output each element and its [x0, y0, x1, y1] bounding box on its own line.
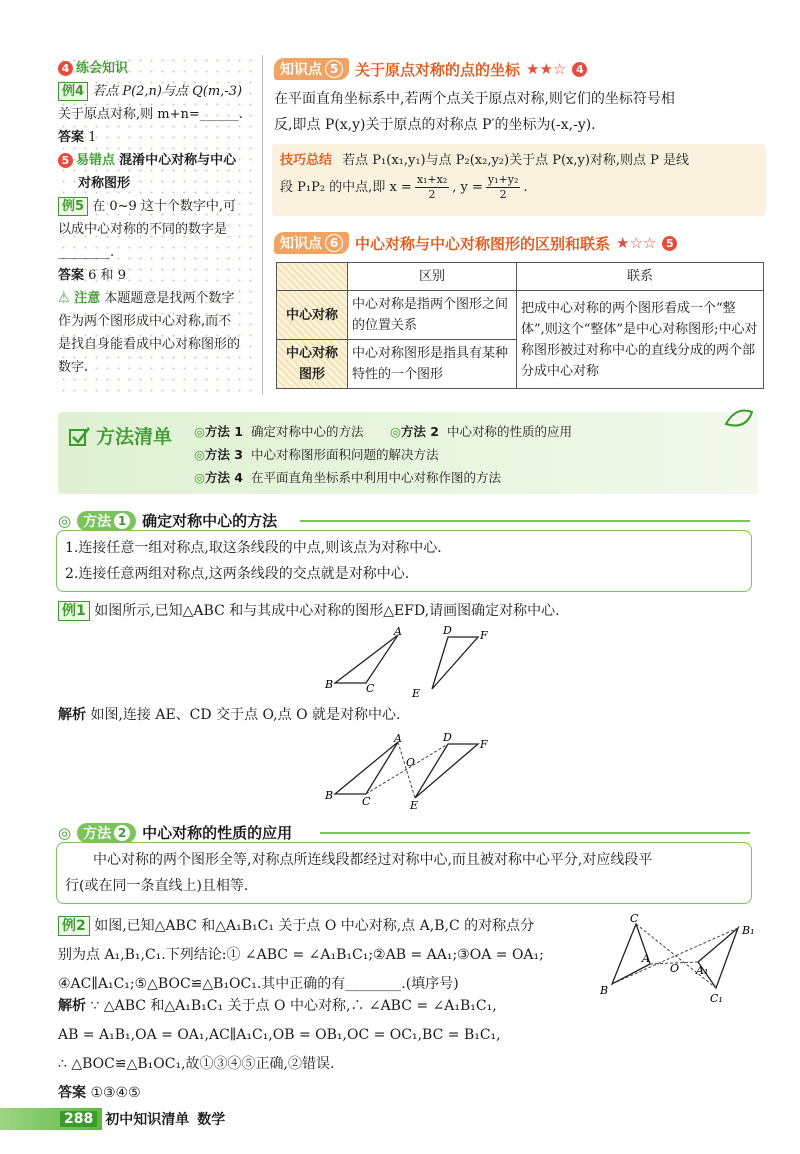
example-blank: ________.: [58, 245, 115, 260]
comparison-table: [276, 262, 764, 389]
svg-text:E: E: [410, 799, 419, 812]
table-header-link: 联系: [517, 263, 764, 291]
svg-text:A: A: [394, 732, 402, 745]
answer-value: 6 和 9: [88, 268, 126, 283]
row-link: 把成中心对称的两个图形看成一个“整体”,则这个“整体”是中心对称图形;中心对称图形被过对称中心的直线分成的两个部分成中心对称: [517, 291, 764, 389]
row-label: 中心对称: [277, 291, 348, 340]
example-text: 若点 P(2,n)与点 Q(m,-3): [92, 84, 243, 99]
method-2-heading: ◎ 方法 2 中心对称的性质的应用: [58, 823, 293, 842]
kp5-heading: [274, 58, 590, 80]
section-number-badge: 5: [58, 153, 73, 168]
method-1-line: 1.连接任意一组对称点,取这条线段的中点,则该点为对称中心.: [65, 540, 442, 556]
svg-text:O: O: [670, 962, 680, 975]
section-heading-mistake: [58, 149, 253, 172]
svg-text:D: D: [443, 732, 452, 744]
answer-label: 答案: [58, 130, 85, 145]
point-label-a: A: [394, 625, 402, 638]
page-number: 288: [60, 1111, 97, 1127]
note-line: 本题题意是找两个数字: [104, 291, 235, 306]
svg-text:B₁: B₁: [742, 924, 755, 937]
section-heading-practice: [58, 57, 253, 80]
example-text: 如图所示,已知△ABC 和与其成中心对称的图形△EFD,请画图确定对称中心.: [94, 603, 560, 619]
example-tag: 例4: [58, 82, 88, 101]
answer-value: 1: [88, 130, 97, 145]
method-1-line: 2.连接任意两组对称点,这两条线段的交点就是对称中心.: [65, 566, 410, 582]
fraction-x: $\frac{\text{x₁+x₂}}{2}$: [416, 173, 448, 201]
example-text-cont: 以成中心对称的不同的数字是: [58, 222, 228, 237]
point-label-f: F: [480, 629, 488, 642]
example-4: [58, 80, 253, 103]
triangle-efd: [432, 637, 478, 689]
point-label-e: E: [412, 687, 421, 700]
tip-box: [272, 144, 766, 216]
column-divider: [262, 55, 263, 395]
svg-text:A₁: A₁: [696, 964, 709, 977]
point-label-o: O: [406, 756, 416, 769]
left-column: [58, 55, 253, 395]
example-text: 在 0~9 这十个数字中,可: [92, 199, 237, 214]
svg-text:B: B: [325, 789, 334, 802]
tip-label: 技巧总结: [280, 153, 333, 168]
answer-5: [58, 264, 253, 287]
leaf-icon: [718, 404, 758, 438]
table-corner: [277, 263, 348, 291]
solution-label: 解析: [58, 998, 86, 1014]
method-1-heading: ◎ 方法 1 确定对称中心的方法: [58, 511, 278, 530]
kp-badge: 4: [572, 62, 587, 77]
tip-line-2: 段 P₁P₂ 的中点,即 x = $\frac{\text{x₁+x₂}}{2}$ , y = $\frac{\text{y₁+y₂}}{2}$ .: [280, 173, 528, 201]
section-title-c: 对称图形: [78, 176, 131, 191]
method-2-box: [56, 842, 752, 904]
method-item-1: ◎方法 1 确定对称中心的方法: [194, 424, 364, 439]
example-2: 例2 如图,已知△ABC 和△A₁B₁C₁ 关于点 O 中心对称,点 A,B,C 的对称点分 别为点 A₁,B₁,C₁.下列结论:① ∠ABC = ∠A₁B₁C₁;②AB = AA₁;③OA = OA₁; ④AC∥A₁C₁;⑤△BOC≌△B₁OC₁.其中正确的有________.(填序号): [58, 918, 544, 992]
table-header-row: [277, 263, 764, 291]
svg-text:C₁: C₁: [710, 992, 723, 1005]
row-diff: 中心对称图形是指具有某种特性的一个图形: [348, 340, 517, 389]
note-line: 作为两个图形成中心对称,而不: [58, 314, 232, 329]
kp6-heading: [274, 232, 680, 254]
point-label-b: B: [325, 678, 334, 691]
tip-line-1: 技巧总结 若点 P₁(x₁,y₁)与点 P₂(x₂,y₂)关于点 P(x,y)对称,则点 P 是线: [280, 153, 690, 168]
heading-rule: [320, 832, 750, 834]
fraction-y: $\frac{\text{y₁+y₂}}{2}$: [487, 173, 519, 201]
kp-pill: 知识点 6: [274, 232, 349, 254]
section-number-badge: 4: [58, 61, 73, 76]
method-pill: 方法 1: [77, 511, 136, 531]
example-2-solution: 解析 ∵ △ABC 和△A₁B₁C₁ 关于点 O 中心对称,∴ ∠ABC = ∠A₁B₁C₁, AB = A₁B₁,OA = OA₁,AC∥A₁C₁,OB = OB₁,OC = OC₁,BC = B₁C₁, ∴ △BOC≌△B₁OC₁,故①③④⑤正确,②错误. 答案 ①③④⑤: [58, 998, 501, 1101]
note-label: ⚠ 注意: [58, 291, 101, 306]
subject: 数学: [197, 1112, 226, 1128]
point-label-c: C: [366, 682, 375, 695]
answer-label: 答案: [58, 268, 85, 283]
svg-text:B: B: [600, 984, 609, 997]
method-list-title: 方法清单: [68, 422, 172, 449]
kp-badge: 5: [662, 236, 677, 251]
difficulty-stars: ★★☆: [526, 60, 567, 78]
section-title: 练会知识: [76, 61, 129, 76]
method-list-banner: [58, 412, 758, 494]
figure-triangles: [320, 625, 500, 700]
kp-pill: 知识点 5: [274, 58, 349, 80]
svg-text:F: F: [480, 738, 488, 751]
table-row: [277, 291, 764, 340]
method-item-2: ◎方法 2 中心对称的性质的应用: [390, 424, 572, 439]
svg-text:A: A: [642, 952, 650, 965]
table-header-diff: 区别: [348, 263, 517, 291]
example-1-solution: [58, 702, 400, 728]
example-1: [58, 598, 560, 624]
difficulty-stars: ★☆☆: [616, 234, 657, 252]
note: [58, 287, 253, 310]
method-2-line: 中心对称的两个图形全等,对称点所连线段都经过对称中心,而且被对称中心平分,对应线段平: [93, 852, 653, 868]
triangle-abc: [335, 635, 398, 683]
method-item-4: ◎方法 4 在平面直角坐标系中利用中心对称作图的方法: [194, 470, 501, 485]
kp5-line: 反,即点 P(x,y)关于原点的对称点 P′的坐标为(-x,-y).: [274, 117, 596, 133]
example-tag: 例1: [58, 601, 90, 621]
method-title: 中心对称的性质的应用: [142, 824, 293, 842]
figure-symmetric-triangles: [598, 910, 763, 1020]
heading-rule: [300, 520, 750, 522]
kp-title: 中心对称与中心对称图形的区别和联系: [355, 234, 611, 253]
solution-text: 如图,连接 AE、CD 交于点 O,点 O 就是对称中心.: [90, 707, 401, 723]
note-line: 是找自身能看成中心对称图形的: [58, 337, 241, 352]
figure-center-construction: [320, 732, 500, 812]
point-label-d: D: [443, 625, 452, 637]
answer-4: [58, 126, 253, 149]
kp5-body: [274, 86, 764, 138]
method-pill: 方法 2: [77, 823, 136, 843]
solution-label: 解析: [58, 707, 86, 723]
answer-label: 答案: [58, 1085, 86, 1101]
method-item-3: ◎方法 3 中心对称图形面积问题的解决方法: [194, 447, 439, 462]
answer-value: ①③④⑤: [90, 1085, 141, 1101]
svg-text:C: C: [362, 795, 371, 808]
method-2-line: 行(或在同一条直线上)且相等.: [65, 878, 249, 894]
section-title-a: 易错点: [76, 153, 116, 168]
example-text-cont: 关于原点对称,则 m+n=______.: [58, 107, 243, 122]
method-1-box: [56, 530, 752, 592]
kp5-line: 在平面直角坐标系中,若两个点关于原点对称,则它们的坐标符号相: [274, 91, 675, 107]
svg-text:C: C: [630, 912, 639, 925]
checkbox-icon: [68, 425, 90, 447]
note-line: 数字.: [58, 360, 89, 375]
kp-title: 关于原点对称的点的坐标: [355, 60, 521, 79]
example-5: [58, 195, 253, 218]
example-tag: 例2: [58, 916, 90, 936]
footer: [60, 1109, 225, 1129]
row-label: 中心对称图形: [277, 340, 348, 389]
row-diff: 中心对称是指两个图形之间的位置关系: [348, 291, 517, 340]
method-title: 确定对称中心的方法: [142, 512, 278, 530]
section-title-b: 混淆中心对称与中心: [119, 153, 237, 168]
book-title: 初中知识清单: [105, 1112, 190, 1128]
example-tag: 例5: [58, 197, 88, 216]
